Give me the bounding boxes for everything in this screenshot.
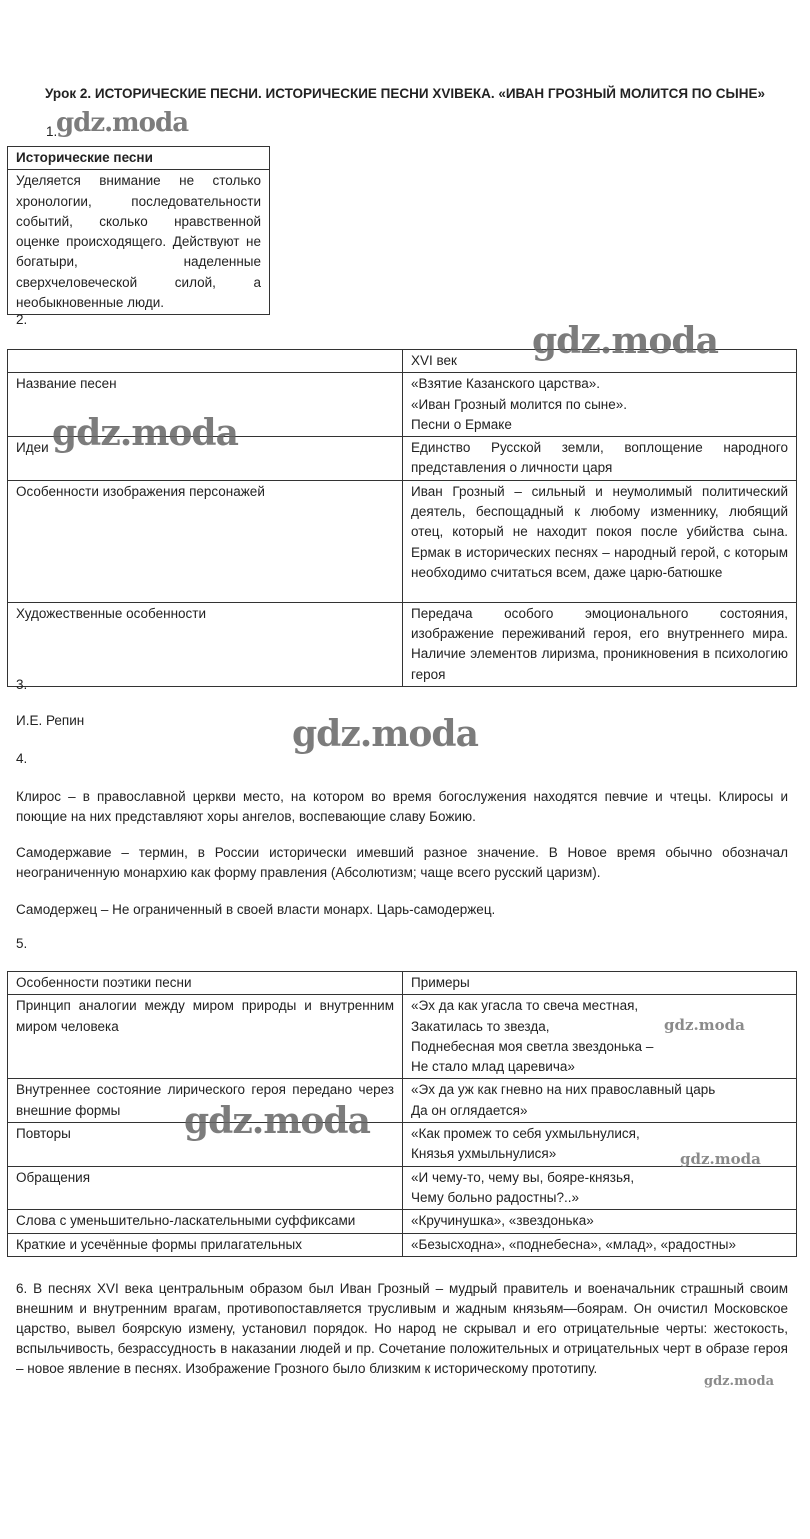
row-value: «Безысходна», «поднебесна», «млад», «радостны»: [403, 1233, 797, 1256]
row-value: «Эх да уж как гневно на них православный царь Да он оглядается»: [403, 1079, 797, 1123]
table-row: [8, 602, 797, 686]
task-4-number: 4.: [16, 751, 28, 766]
definition-paragraph: Самодержец – Не ограниченный в своей власти монарх. Царь-самодержец.: [16, 902, 496, 917]
row-value: Передача особого эмоционального состояния, изображение переживаний героя, его внутреннего мира. Наличие элементов лиризма, проникновения в психологию героя: [403, 602, 797, 686]
header-cell: Особенности поэтики песни: [8, 972, 403, 995]
task-1-table: [7, 146, 270, 315]
task-2-table: [7, 349, 797, 687]
definition-paragraph: Самодержавие – термин, в России исторически имевший разное значение. В Новое время обычно обозначал неограниченную монархию как форму правления (Абсолютизм; чаще всего русский царизм).: [16, 845, 788, 880]
task-5-number: 5.: [16, 936, 28, 951]
watermark: gdz.moda: [56, 108, 189, 138]
row-label: Краткие и усечённые формы прилагательных: [8, 1233, 403, 1256]
task-3-answer: И.Е. Репин: [16, 713, 85, 728]
table-row: [8, 480, 797, 602]
watermark: gdz.moda: [52, 412, 238, 454]
page-title: Урок 2. ИСТОРИЧЕСКИЕ ПЕСНИ. ИСТОРИЧЕСКИЕ ПЕСНИ XVIВЕКА. «ИВАН ГРОЗНЫЙ МОЛИТСЯ ПО СЫНЕ»: [45, 86, 765, 101]
watermark: gdz.moda: [292, 713, 478, 755]
definition-paragraph: Клирос – в православной церкви место, на котором во время богослужения находятся певчие и чтецы. Клиросы и поющие на них представляют хоры ангелов, воспевающие славу Божию.: [16, 789, 788, 824]
row-value: «Как промеж то себя ухмыльнулися, Князья ухмыльнулися»: [403, 1123, 797, 1167]
watermark: gdz.moda: [532, 320, 718, 362]
row-label: Принцип аналогии между миром природы и внутренним миром человека: [8, 995, 403, 1079]
table-row: [8, 1123, 797, 1167]
table-row: [8, 1079, 797, 1123]
task-1-header: Исторические песни: [8, 147, 270, 170]
watermark: gdz.moda: [680, 1150, 761, 1168]
task-1-number: 1.: [46, 124, 58, 139]
task-2-number: 2.: [16, 312, 28, 327]
watermark: gdz.moda: [704, 1374, 775, 1389]
row-label: Обращения: [8, 1166, 403, 1210]
header-cell: XVI век: [403, 350, 797, 373]
watermark: gdz.moda: [664, 1016, 745, 1034]
row-label: Внутреннее состояние лирического героя передано через внешние формы: [8, 1079, 403, 1123]
table-row: [8, 1166, 797, 1210]
row-value: «Взятие Казанского царства». «Иван Грозный молится по сыне». Песни о Ермаке: [403, 373, 797, 437]
row-value: «Эх да как угасла то свеча местная, Закатилась то звезда, Поднебесная моя светла звездонька – Не стало млад царевича»: [403, 995, 797, 1079]
task-3-number: 3.: [16, 677, 28, 692]
task-5-table: [7, 971, 797, 1257]
row-label: Повторы: [8, 1123, 403, 1167]
table-row: [8, 1210, 797, 1233]
task-6-paragraph: 6. В песнях XVI века центральным образом был Иван Грозный – мудрый правитель и военачальник страшный своим внешним и внутренним врагам, противопоставляется трусливым и жадным князьям—боярам. Он очистил Московское царство, вывел боярскую измену, установил порядок. Но народ не скрывал и его отрицательные черты: жестокость, вспыльчивость, безрассудность в наказании людей и пр. Сочетание положительных и отрицательных черт в образе героя – новое явление в песнях. Изображение Грозного было близким к историческому прототипу.: [16, 1281, 788, 1376]
row-label: Название песен: [8, 373, 403, 437]
row-label: Идеи: [8, 437, 403, 481]
row-value: Иван Грозный – сильный и неумолимый политический деятель, беспощадный к любому изменнику, любящий отец, который не находит покоя после убийства сына. Ермак в исторических песнях – народный герой, с которым необходимо считаться всем, даже царю-батюшке: [403, 480, 797, 602]
header-cell: [8, 350, 403, 373]
row-label: Художественные особенности: [8, 602, 403, 686]
row-label: Особенности изображения персонажей: [8, 480, 403, 602]
table-row: [8, 995, 797, 1079]
row-value: «Кручинушка», «звездонька»: [403, 1210, 797, 1233]
header-cell: Примеры: [403, 972, 797, 995]
table-row: [8, 1233, 797, 1256]
watermark: gdz.moda: [184, 1100, 370, 1142]
task-1-body: Уделяется внимание не столько хронологии, последовательности событий, сколько нравственной оценке происходящего. Действуют не богатыри, наделенные сверхчеловеческой силой, а необыкновенные люди.: [8, 170, 270, 315]
row-value: Единство Русской земли, воплощение народного представления о личности царя: [403, 437, 797, 481]
row-label: Слова с уменьшительно-ласкательными суффиксами: [8, 1210, 403, 1233]
row-value: «И чему-то, чему вы, бояре-князья, Чему больно радостны?..»: [403, 1166, 797, 1210]
